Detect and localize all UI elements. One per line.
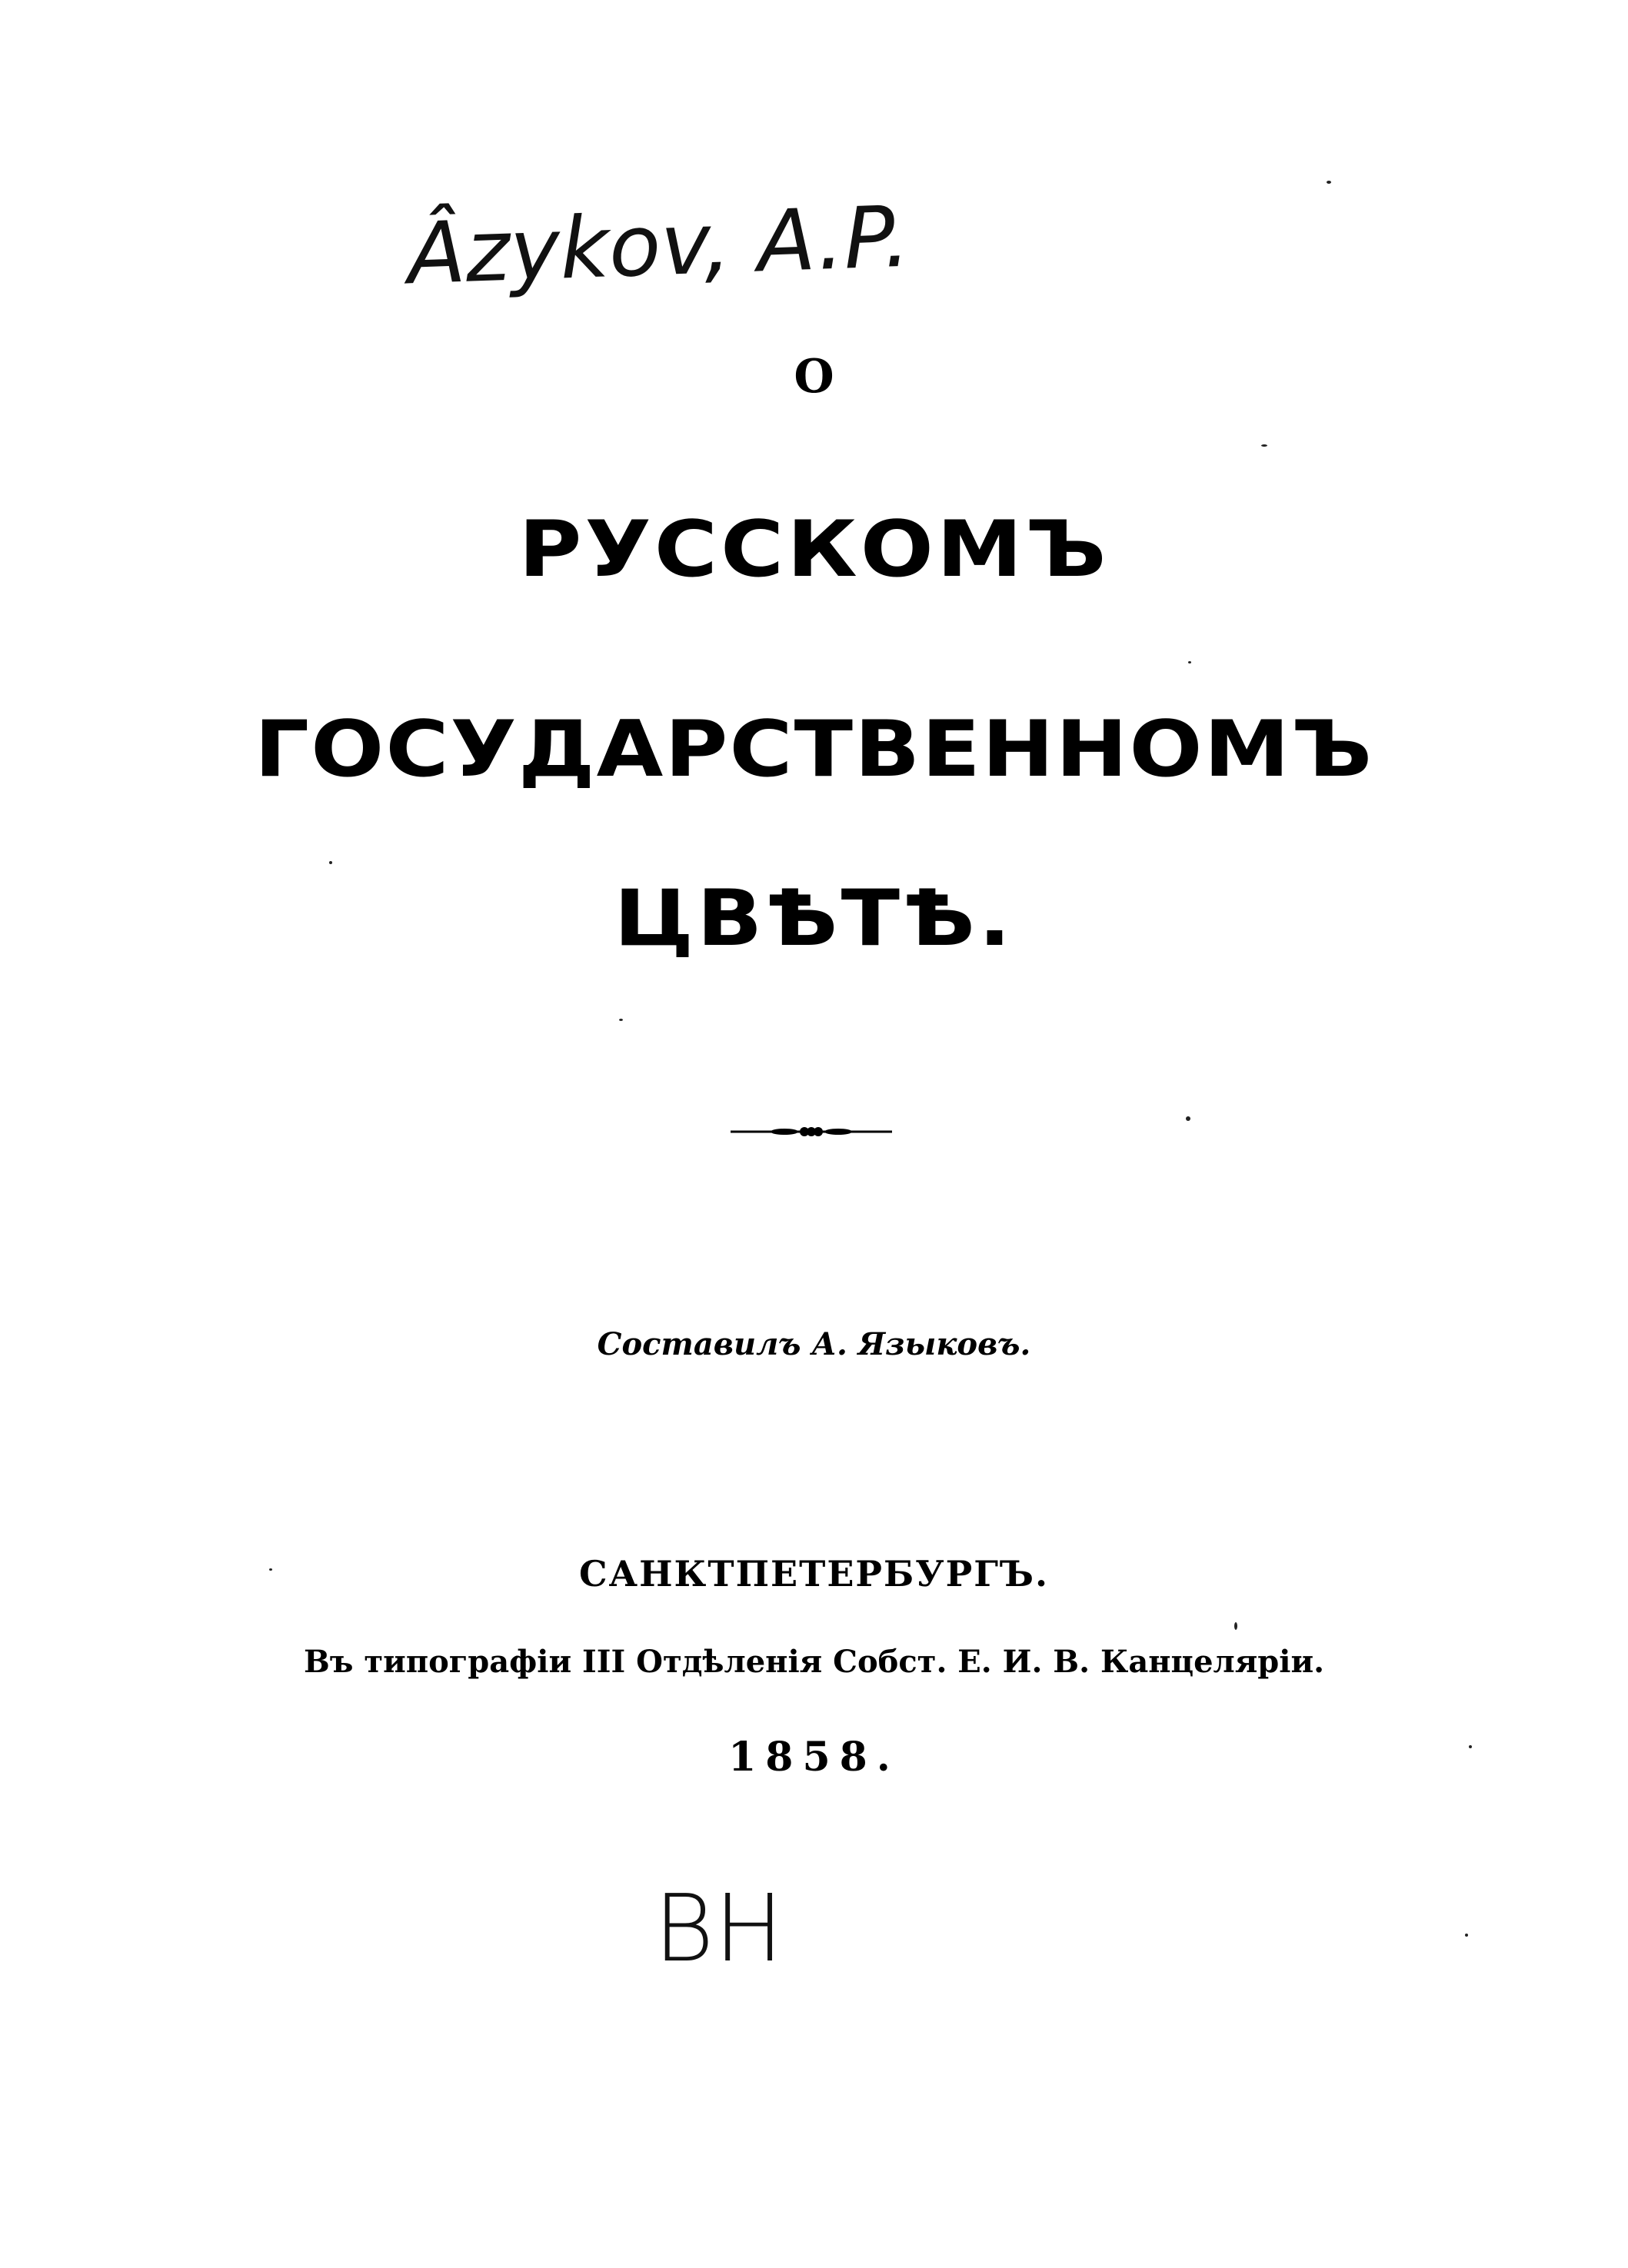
scan-speck (329, 861, 332, 864)
handwritten-author-note: Âzykov, A.P. (405, 187, 912, 304)
scan-speck (1327, 181, 1331, 184)
scan-speck (1186, 1116, 1190, 1121)
scan-speck (1188, 661, 1191, 663)
ornamental-rule (731, 1124, 892, 1139)
imprint-press: Въ типографіи III Отдѣленія Собст. Е. И. В. Канцеляріи. (303, 1644, 1325, 1680)
scan-speck (619, 1019, 623, 1021)
author-line: Составилъ А. Языковъ. (597, 1326, 1031, 1362)
imprint-year: 1858. (728, 1734, 900, 1781)
title-line-2: ГОСУДАРСТВЕННОМЪ (254, 704, 1374, 795)
title-line-3: ЦВѢТѢ. (614, 873, 1014, 964)
scan-speck (1234, 1622, 1237, 1630)
title-line-1: РУССКОМЪ (518, 504, 1110, 595)
imprint-city: САНКТПЕТЕРБУРГЪ. (579, 1553, 1049, 1595)
scan-speck (1465, 1934, 1468, 1937)
title-preposition: О (794, 350, 834, 404)
scan-speck (1261, 444, 1267, 447)
scan-speck (1469, 1745, 1472, 1748)
handwritten-shelf-mark: BH (654, 1876, 784, 1983)
scan-speck (269, 1568, 272, 1571)
